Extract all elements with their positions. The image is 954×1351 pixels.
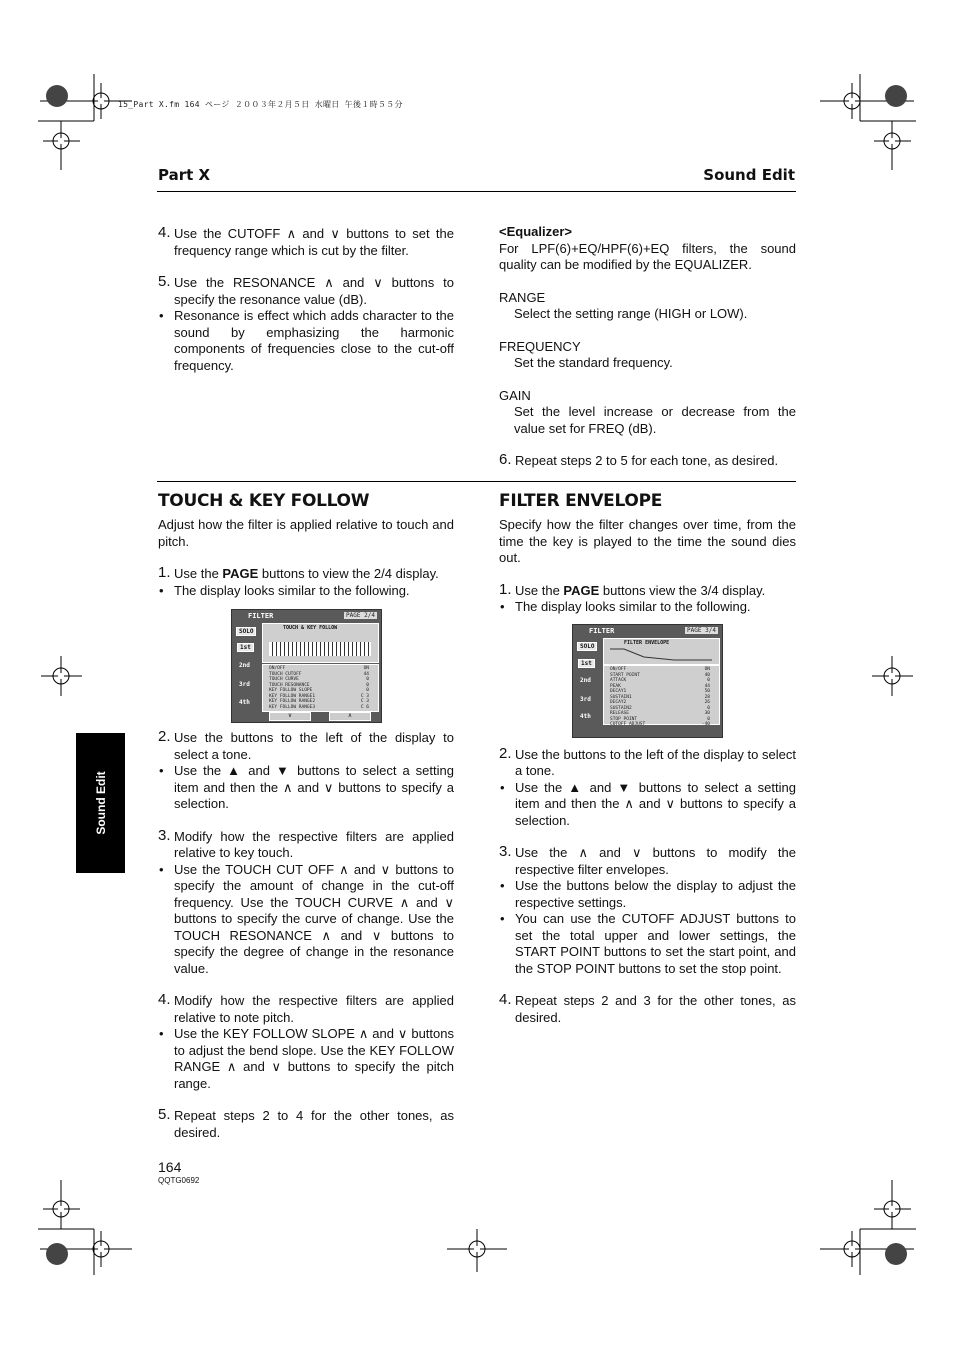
lcd-row-value: 0 bbox=[366, 688, 369, 693]
touch-intro: Adjust how the filter is applied relative to touch and pitch. bbox=[158, 517, 454, 549]
touch-step-1-bullet: • The display looks similar to the following. bbox=[159, 582, 410, 598]
lcd-row-label: SUSTAIN2 bbox=[610, 705, 632, 711]
doc-code: QQTG0692 bbox=[158, 1176, 200, 1185]
envelope-step-2-bullet: • Use the ▲ and ▼ buttons to select a setting item and then the ∧ and ∨ buttons to specify a selection. bbox=[500, 779, 796, 828]
lcd-row-label: SUSTAIN1 bbox=[610, 694, 632, 700]
lcd-row-label: RELEASE bbox=[610, 711, 629, 716]
lcd-rows bbox=[269, 666, 369, 710]
step-5: 5. Use the RESONANCE ∧ and ∨ buttons to specify the resonance value (dB). bbox=[158, 273, 454, 307]
lcd-settings-panel bbox=[262, 664, 379, 712]
lcd-settings-panel bbox=[603, 665, 720, 725]
lcd-keyboard-panel bbox=[262, 623, 379, 663]
section-rule bbox=[157, 481, 796, 482]
envelope-step-3-bullet-2: • You can use the CUTOFF ADJUST buttons to set the total upper and lower settings, the START POINT buttons to set the start point, and the STOP POINT buttons to set the stop point. bbox=[500, 911, 796, 976]
lcd-row-value: 0 bbox=[366, 682, 369, 688]
touch-step-2: 2. Use the buttons to the left of the display to select a tone. bbox=[158, 728, 454, 762]
lcd-row-value: 30 bbox=[704, 711, 710, 716]
lcd-page-box: PAGE 3/4 bbox=[685, 627, 718, 634]
envelope-step-2: 2. Use the buttons to the left of the display to select a tone. bbox=[499, 744, 796, 778]
filter-envelope-heading: FILTER ENVELOPE bbox=[499, 491, 663, 511]
lcd-rows bbox=[610, 667, 710, 728]
envelope-step-4: 4. Repeat steps 2 and 3 for the other tones, as desired. bbox=[499, 991, 796, 1025]
envelope-column bbox=[499, 517, 796, 1026]
lcd-1st-button: 1st bbox=[578, 659, 595, 668]
lcd-row-label: KEY FOLLOW RANGE1 bbox=[269, 693, 316, 699]
lcd-2nd-button: 2nd bbox=[580, 677, 591, 684]
lcd-3rd-button: 3rd bbox=[239, 681, 250, 688]
lcd-row-label: ON/OFF bbox=[610, 667, 627, 672]
lcd-row bbox=[269, 705, 369, 711]
lcd-row-label: DECAY2 bbox=[610, 700, 627, 705]
lcd-row-value: C 3 bbox=[360, 699, 369, 704]
lcd-subtitle: TOUCH & KEY FOLLOW bbox=[283, 625, 338, 631]
touch-step-4: 4. Modify how the respective filters are applied relative to note pitch. bbox=[158, 991, 454, 1025]
step-4: 4. Use the CUTOFF ∧ and ∨ buttons to set the frequency range which is cut by the filter. bbox=[158, 224, 454, 258]
touch-step-5: 5. Repeat steps 2 to 4 for the other tones, as desired. bbox=[158, 1106, 454, 1140]
envelope-intro: Specify how the filter changes over time, from the time the key is played to the time the sound dies out. bbox=[499, 517, 796, 565]
lcd-1st-button: 1st bbox=[237, 643, 254, 652]
lcd-keyboard bbox=[269, 642, 371, 656]
lcd-row-label: ON/OFF bbox=[269, 666, 286, 671]
touch-step-4-bullet: • Use the KEY FOLLOW SLOPE ∧ and ∨ buttons to adjust the bend slope. Use the KEY FOLLOW RANGE ∧ and ∨ buttons to specify the pitch range. bbox=[159, 1026, 454, 1091]
lcd-envelope-curve bbox=[604, 639, 719, 664]
frequency-label: FREQUENCY bbox=[499, 338, 581, 354]
lcd-row-value: 44 bbox=[363, 671, 369, 677]
lcd-row-label: KEY FOLLOW RANGE2 bbox=[269, 699, 316, 704]
lcd-row-value: ON bbox=[704, 667, 710, 672]
header-part: Part X bbox=[158, 166, 211, 184]
lcd-3rd-button: 3rd bbox=[580, 696, 591, 703]
lcd-row-value: 0 bbox=[707, 678, 710, 683]
range-desc: Select the setting range (HIGH or LOW). bbox=[514, 306, 748, 321]
gain-label: GAIN bbox=[499, 387, 531, 403]
header-section: Sound Edit bbox=[703, 166, 795, 184]
lcd-4th-button: 4th bbox=[239, 699, 250, 706]
lcd-row-value: -40 bbox=[701, 722, 710, 727]
lcd-row-label: TOUCH CUTOFF bbox=[269, 671, 302, 677]
lcd-subtitle: FILTER ENVELOPE bbox=[624, 640, 670, 646]
lcd-solo-button: SOLO bbox=[577, 642, 597, 651]
lcd-row-label: TOUCH CURVE bbox=[269, 677, 299, 682]
lcd-row-label: STOP POINT bbox=[610, 716, 638, 722]
lcd-solo-button: SOLO bbox=[236, 627, 256, 636]
lcd-row-label: DECAY1 bbox=[610, 689, 627, 694]
header-rule bbox=[157, 191, 796, 192]
page-number: 164 bbox=[158, 1159, 182, 1175]
lcd-bottom-button-right: ∧ bbox=[329, 712, 371, 721]
lcd-row-value: 0 bbox=[707, 705, 710, 711]
equalizer-intro: For LPF(6)+EQ/HPF(6)+EQ filters, the sound quality can be modified by the EQUALIZER. bbox=[499, 240, 796, 272]
lcd-bottom-button-left: ∨ bbox=[269, 712, 311, 721]
lcd-row-value: 44 bbox=[704, 683, 710, 689]
lcd-row-value: C 6 bbox=[360, 704, 369, 710]
lcd-row-label: KEY FOLLOW RANGE3 bbox=[269, 704, 316, 710]
top-right-column bbox=[499, 224, 796, 470]
frequency-desc: Set the standard frequency. bbox=[514, 355, 673, 370]
equalizer-title: <Equalizer> bbox=[499, 224, 572, 239]
lcd-envelope-panel bbox=[603, 638, 720, 665]
envelope-step-3: 3. Use the ∧ and ∨ buttons to modify the respective filter envelopes. bbox=[499, 843, 796, 877]
lcd-page-box: PAGE 2/4 bbox=[344, 612, 377, 619]
touch-step-2-bullet: • Use the ▲ and ▼ buttons to select a setting item and then the ∧ and ∨ buttons to specify a selection. bbox=[159, 763, 454, 811]
lcd-row-value: 26 bbox=[704, 700, 710, 705]
lcd-touch-key-follow bbox=[231, 609, 382, 723]
lcd-row-value: ON bbox=[363, 666, 369, 671]
lcd-2nd-button: 2nd bbox=[239, 662, 250, 669]
bullet: • Resonance is effect which adds character to the sound by emphasizing the harmonic components of frequencies close to the cut-off frequency. bbox=[159, 308, 454, 373]
lcd-row-value: 0 bbox=[366, 677, 369, 682]
touch-key-follow-heading: TOUCH & KEY FOLLOW bbox=[158, 491, 370, 511]
lcd-row-label: TOUCH RESONANCE bbox=[269, 682, 310, 688]
lcd-row-label: ATTACK bbox=[610, 678, 627, 683]
lcd-row-label: PEAK bbox=[610, 683, 621, 689]
file-meta: 15_Part X.fm 164 ページ ２００３年２月５日 水曜日 午後１時５５分 bbox=[118, 100, 403, 109]
lcd-row-label: START POINT bbox=[610, 672, 640, 678]
gain-desc: Set the level increase or decrease from the value set for FREQ (dB). bbox=[514, 404, 796, 436]
top-left-column bbox=[158, 226, 454, 374]
side-tab bbox=[76, 733, 125, 873]
lcd-filter-envelope bbox=[572, 624, 723, 738]
lcd-row-label: KEY FOLLOW SLOPE bbox=[269, 688, 313, 693]
lcd-row-value: 50 bbox=[704, 689, 710, 694]
envelope-step-1: 1. Use the PAGE buttons view the 3/4 display. bbox=[499, 580, 766, 598]
lcd-4th-button: 4th bbox=[580, 713, 591, 720]
lcd-row-label: CUTOFF ADJUST bbox=[610, 722, 646, 727]
touch-step-1: 1. Use the PAGE buttons to view the 2/4 display. bbox=[158, 564, 439, 581]
touch-step-3-bullet: • Use the TOUCH CUT OFF ∧ and ∨ buttons to specify the amount of change in the cut-off frequency. Use the TOUCH CURVE ∧ and ∨ buttons to specify the curve of change. Use the TOUCH RESONANCE ∧ and ∨ buttons to specify the degree of change in the resonance value. bbox=[159, 861, 454, 976]
lcd-row-value: 28 bbox=[704, 694, 710, 700]
step-6: 6. Repeat steps 2 to 5 for each tone, as desired. bbox=[499, 451, 779, 468]
lcd-row bbox=[610, 722, 710, 728]
touch-step-3: 3. Modify how the respective filters are applied relative to key touch. bbox=[158, 826, 454, 860]
lcd-title: FILTER bbox=[248, 612, 274, 620]
lcd-row-value: C 3 bbox=[360, 693, 369, 699]
side-tab-label: Sound Edit bbox=[93, 771, 108, 835]
envelope-step-3-bullet-1: • Use the buttons below the display to adjust the respective settings. bbox=[500, 878, 796, 910]
lcd-title: FILTER bbox=[589, 627, 615, 635]
range-label: RANGE bbox=[499, 289, 546, 305]
lcd-row-value: 0 bbox=[707, 716, 710, 722]
envelope-step-1-bullet: • The display looks similar to the following. bbox=[500, 599, 751, 614]
lcd-row-value: 40 bbox=[704, 672, 710, 678]
